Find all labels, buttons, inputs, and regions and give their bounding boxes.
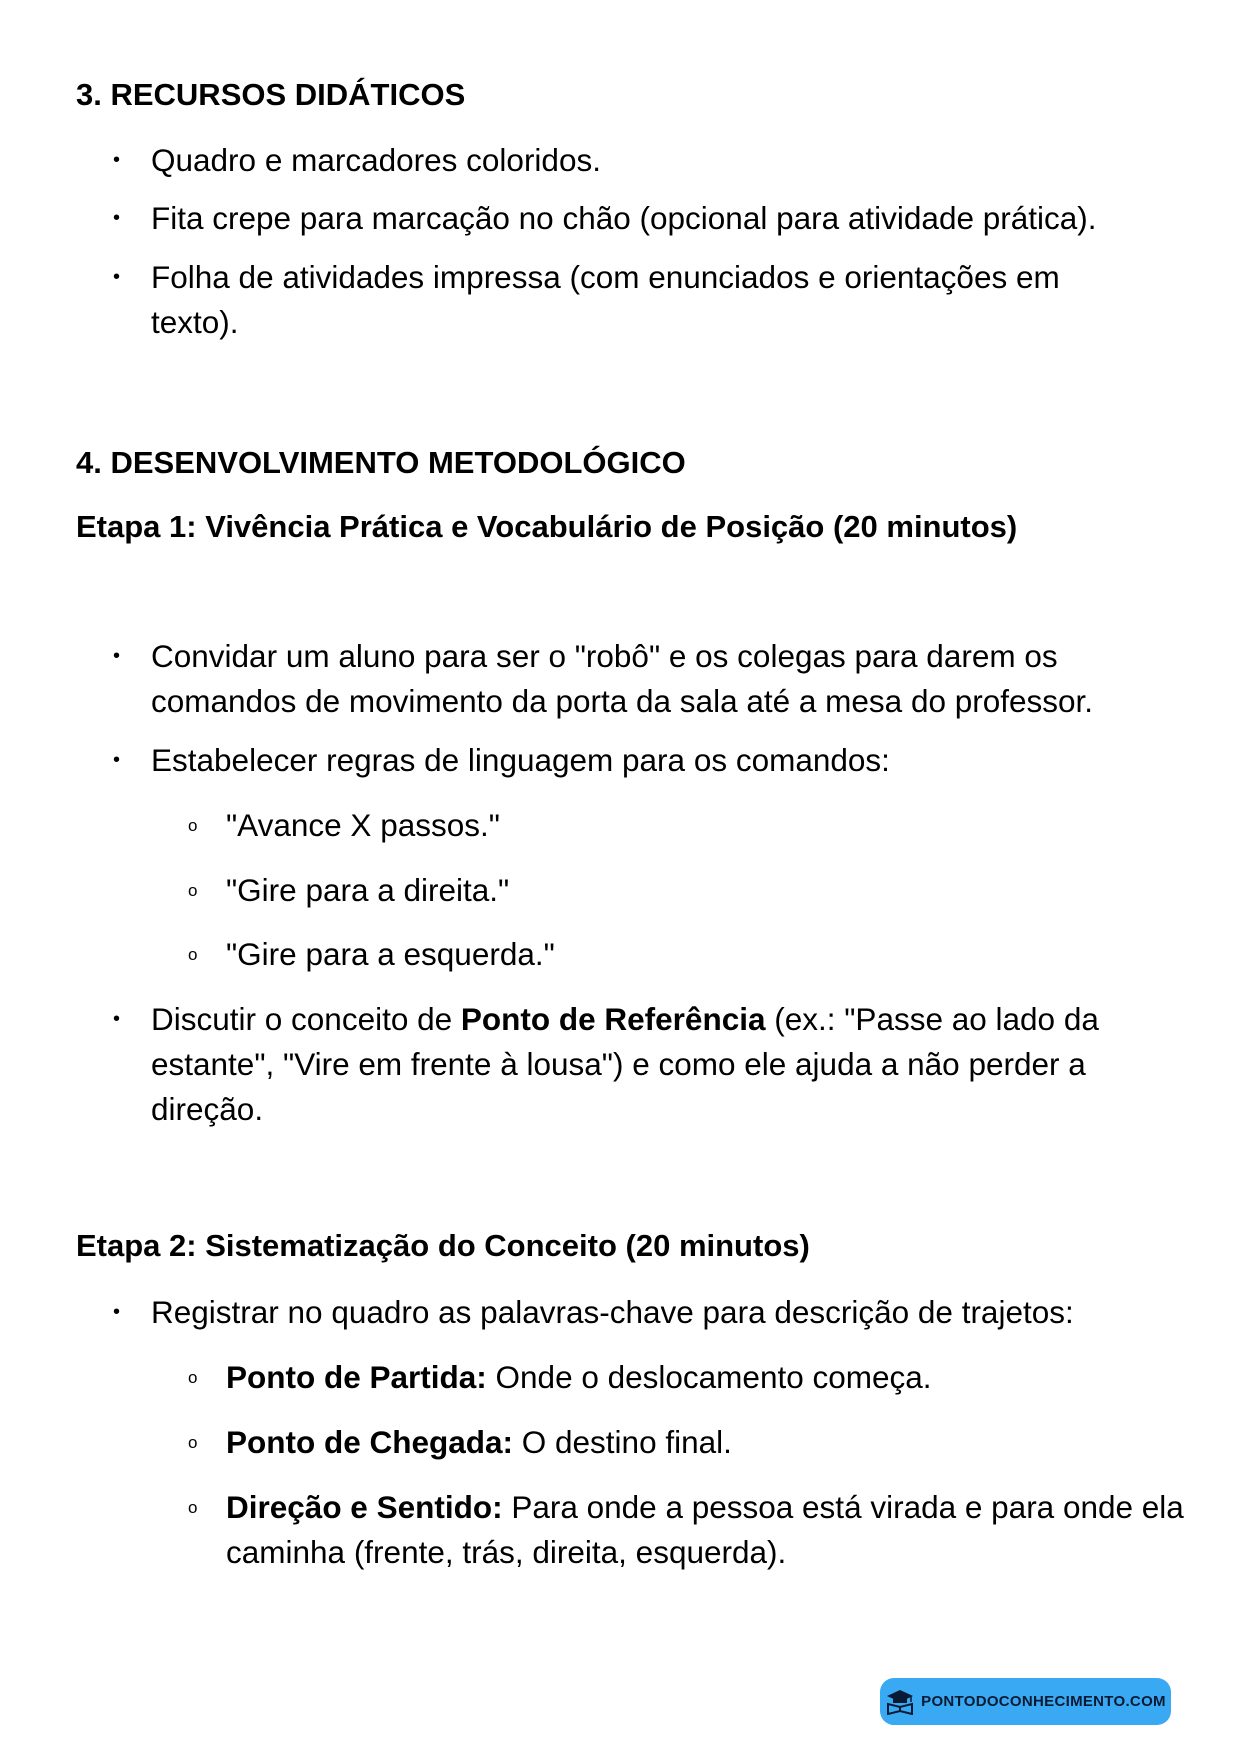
bullet: • [113,207,121,229]
sub-bullet: o [188,1498,198,1517]
list-item: • Convidar um aluno para ser o "robô" e os colegas para darem os comandos de movimento da porta da sala até a mesa do professor. [151,634,1151,724]
sub-list-item: o Ponto de Partida: Onde o deslocamento começa. [226,1355,1186,1400]
bullet: • [113,1008,121,1030]
bullet: • [113,149,121,171]
graduation-book-icon [885,1689,915,1715]
bullet: • [113,645,121,667]
list-item: • Estabelecer regras de linguagem para os comandos: [151,738,1151,783]
sub-list-item: o Ponto de Chegada: O destino final. [226,1420,1186,1465]
bold-term: Direção e Sentido: [226,1489,503,1525]
bullet: • [113,1301,121,1323]
list-item: • Fita crepe para marcação no chão (opcional para atividade prática). [151,196,1151,241]
sub-bullet: o [188,1368,198,1387]
list-item: • Discutir o conceito de Ponto de Referência (ex.: "Passe ao lado da estante", "Vire em frente à lousa") e como ele ajuda a não perder a direção. [151,997,1151,1132]
site-badge-link[interactable] [880,1678,1171,1725]
bold-term: Ponto de Chegada: [226,1424,514,1460]
site-badge-text: PONTODOCONHECIMENTO.COM [921,1693,1166,1710]
list-item: • Registrar no quadro as palavras-chave para descrição de trajetos: [151,1290,1151,1335]
bullet: • [113,266,121,288]
sub-bullet: o [188,816,198,835]
sub-list-item: o Direção e Sentido: Para onde a pessoa está virada e para onde ela caminha (frente, trás, direita, esquerda). [226,1485,1186,1575]
sub-list-item: o "Avance X passos." [226,803,1186,848]
sub-bullet: o [188,881,198,900]
list-item: • Folha de atividades impressa (com enunciados e orientações em texto). [151,255,1151,345]
section-4-heading: 4. DESENVOLVIMENTO METODOLÓGICO [76,445,686,480]
section-3-heading: 3. RECURSOS DIDÁTICOS [76,77,466,112]
list-item: • Quadro e marcadores coloridos. [151,138,1151,183]
sub-bullet: o [188,945,198,964]
etapa-1-heading: Etapa 1: Vivência Prática e Vocabulário de Posição (20 minutos) [76,509,1018,544]
sub-list-item: o "Gire para a direita." [226,868,1186,913]
bold-term: Ponto de Partida: [226,1359,487,1395]
etapa-2-heading: Etapa 2: Sistematização do Conceito (20 minutos) [76,1228,810,1263]
sub-list-item: o "Gire para a esquerda." [226,932,1186,977]
sub-bullet: o [188,1433,198,1452]
bullet: • [113,749,121,771]
bold-term: Ponto de Referência [460,1001,766,1037]
